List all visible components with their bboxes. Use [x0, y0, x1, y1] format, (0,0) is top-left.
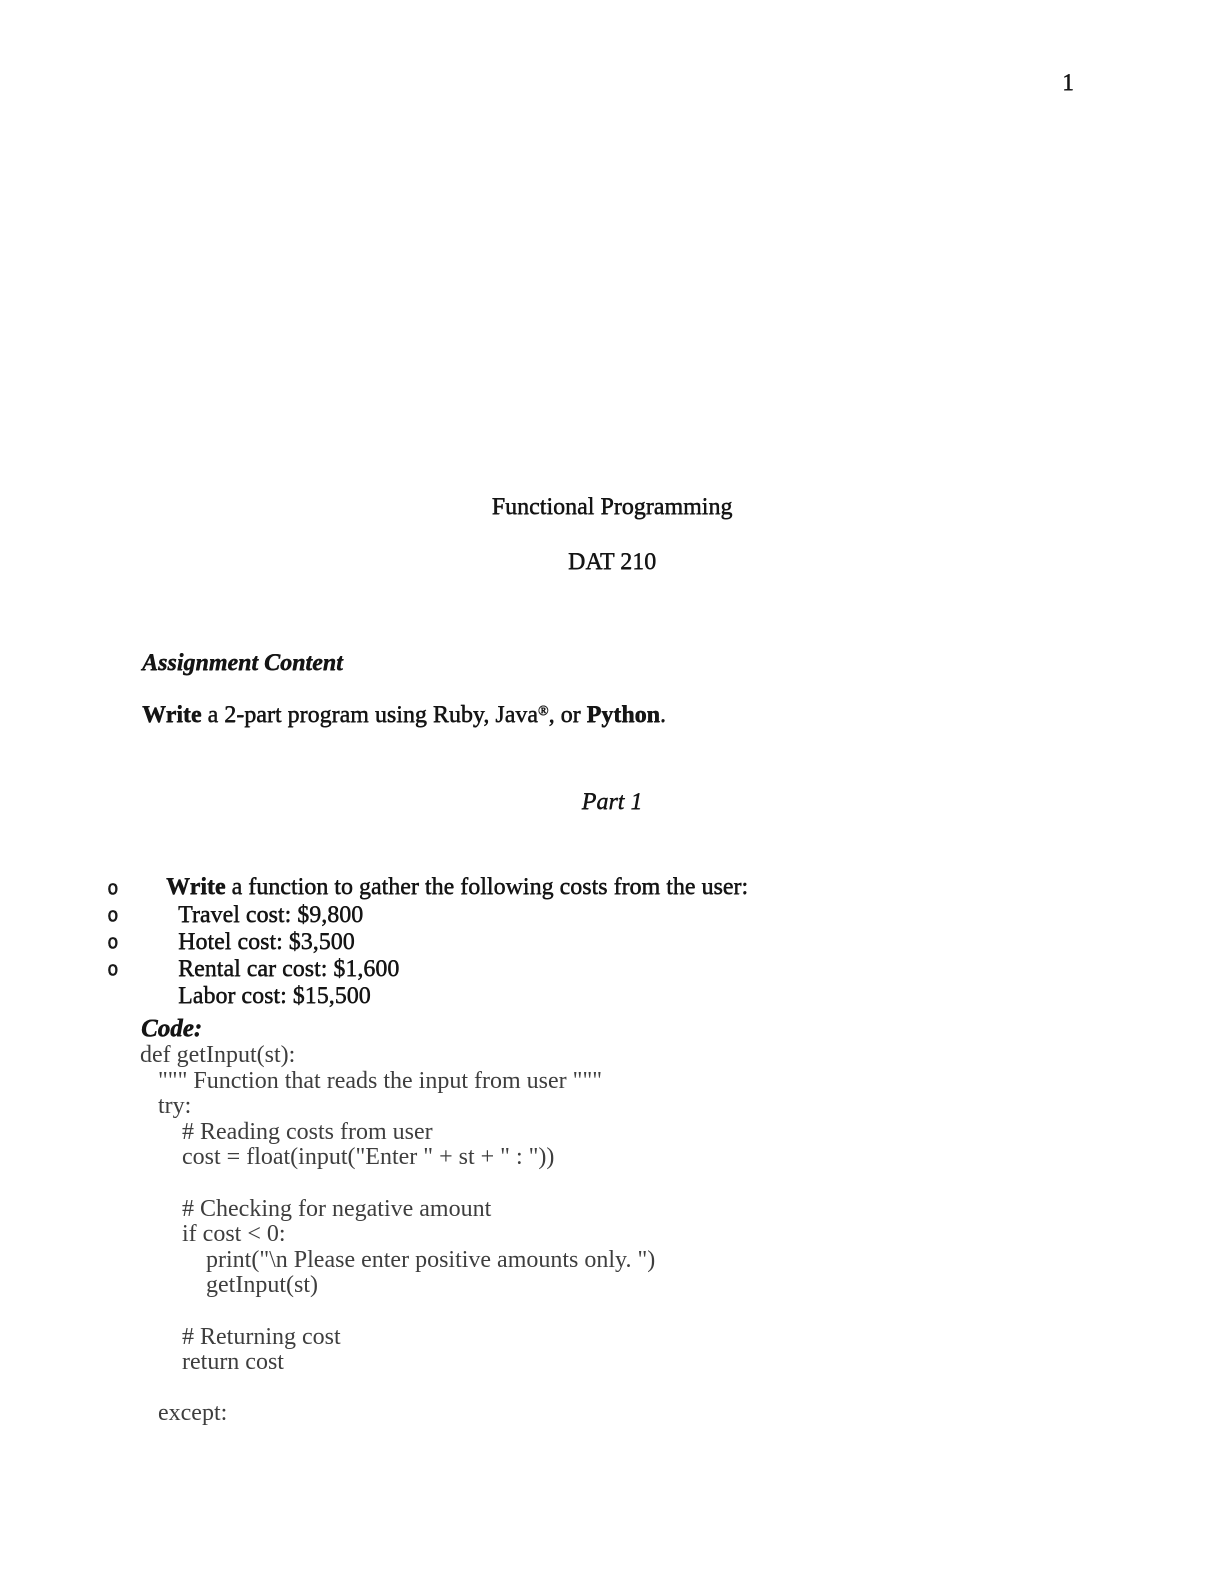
intro-write: Write	[142, 702, 202, 728]
code-line: return cost	[140, 1349, 284, 1376]
code-line	[140, 1376, 655, 1402]
code-line: cost = float(input("Enter " + st + " : "))	[140, 1144, 555, 1171]
code-line: try:	[140, 1093, 192, 1120]
bullet-icon: o	[107, 904, 119, 926]
code-heading: Code:	[141, 1015, 203, 1042]
code-line: except:	[140, 1400, 228, 1427]
code-line: # Reading costs from user	[140, 1118, 433, 1145]
bullet-text: Rental car cost: $1,600	[178, 956, 400, 982]
cost-bullet-list	[107, 875, 400, 1009]
list-item	[107, 875, 399, 928]
part1-heading: Part 1	[581, 789, 643, 815]
bullet-icon: o	[107, 931, 119, 953]
bullet-icon: o	[107, 877, 119, 899]
code-line: if cost < 0:	[140, 1221, 286, 1248]
list-item	[107, 902, 399, 955]
code-line	[140, 1299, 655, 1325]
intro-or: , or	[548, 702, 587, 728]
bullet-icon: o	[107, 958, 119, 980]
code-line: def getInput(st):	[140, 1042, 296, 1068]
intro-period: .	[659, 702, 666, 728]
code-line: """ Function that reads the input from user """	[140, 1067, 603, 1094]
code-line	[140, 1171, 655, 1197]
intro-line	[142, 702, 666, 729]
assignment-content-heading: Assignment Content	[142, 650, 343, 676]
page-number: 1	[1062, 70, 1074, 96]
code-line: print("\n Please enter positive amounts only. ")	[140, 1246, 656, 1273]
registered-trademark-symbol: ®	[537, 704, 549, 719]
bullet-text: Hotel cost: $3,500	[178, 929, 355, 955]
code-line: # Checking for negative amount	[140, 1195, 492, 1222]
task-write: Write	[166, 874, 226, 900]
code-line: # Returning cost	[140, 1323, 341, 1350]
bullet-text: Labor cost: $15,500	[178, 983, 371, 1009]
intro-body: a 2-part program using Ruby, Java	[201, 702, 538, 728]
intro-python: Python	[586, 702, 660, 728]
task-body: a function to gather the following costs from the user:	[225, 874, 749, 900]
code-line: getInput(st)	[140, 1272, 318, 1299]
list-item	[107, 956, 399, 1009]
bullet-text: Travel cost: $9,800	[178, 902, 364, 928]
list-item	[107, 929, 400, 982]
course-code: DAT 210	[567, 549, 657, 575]
document-title: Functional Programming	[491, 494, 733, 520]
code-block	[140, 1043, 655, 1427]
